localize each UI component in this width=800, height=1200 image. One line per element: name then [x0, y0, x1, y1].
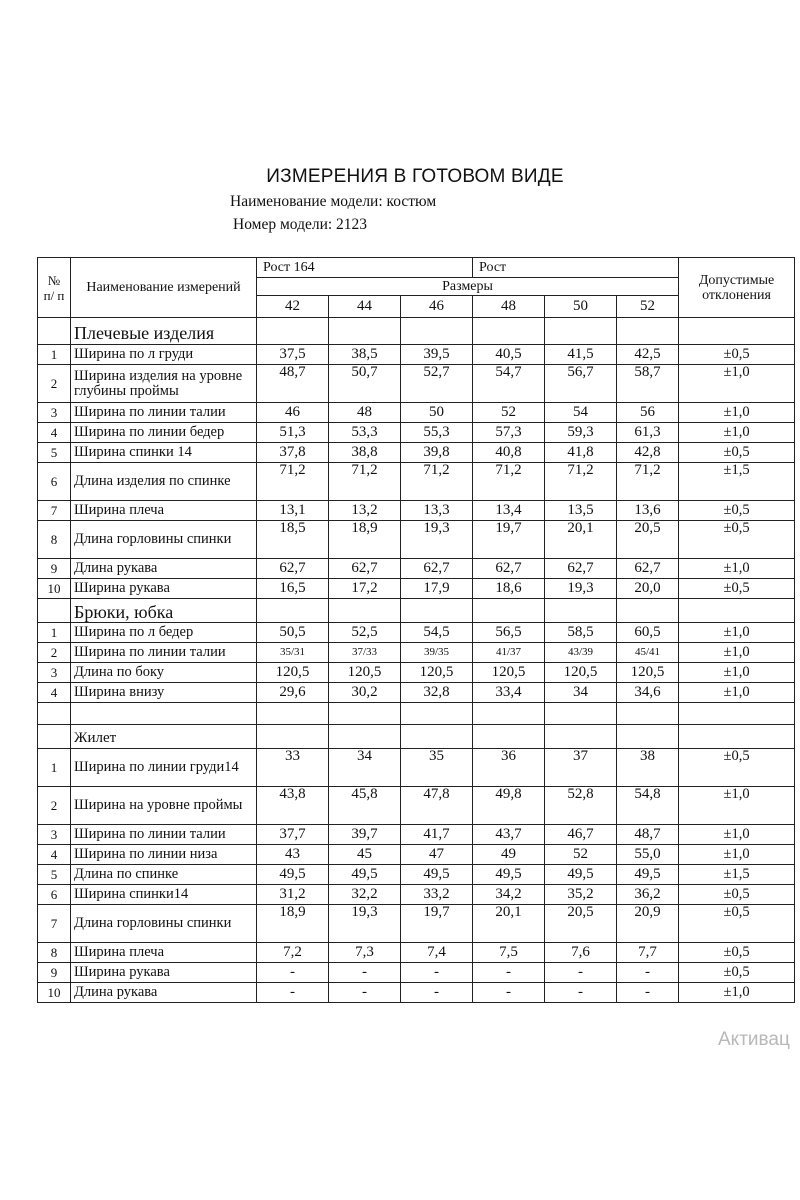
size-value: 49,8 — [473, 787, 545, 825]
size-value: 7,3 — [329, 943, 401, 963]
size-value: - — [473, 983, 545, 1003]
size-header-cell: 50 — [545, 296, 617, 318]
row-number: 3 — [38, 825, 71, 845]
size-value: 36 — [473, 749, 545, 787]
size-value: 37,5 — [257, 345, 329, 365]
measurement-name: Ширина изделия на уровне глубины проймы — [71, 365, 257, 403]
section-empty-cell — [617, 599, 679, 623]
size-value: 42,5 — [617, 345, 679, 365]
row-number: 6 — [38, 463, 71, 501]
section-empty-cell — [473, 725, 545, 749]
table-row — [38, 683, 795, 703]
size-value: 41,7 — [401, 825, 473, 845]
section-row — [38, 599, 795, 623]
size-value: 13,3 — [401, 501, 473, 521]
size-value: 36,2 — [617, 885, 679, 905]
table-row — [38, 825, 795, 845]
size-value: 34,6 — [617, 683, 679, 703]
size-header-cell: 52 — [617, 296, 679, 318]
size-value: 35,2 — [545, 885, 617, 905]
size-value: 19,3 — [401, 521, 473, 559]
table-row — [38, 749, 795, 787]
size-value: 120,5 — [545, 663, 617, 683]
tolerance-value: ±0,5 — [679, 905, 795, 943]
size-value: 40,5 — [473, 345, 545, 365]
row-number: 4 — [38, 845, 71, 865]
measurement-name: Ширина внизу — [71, 683, 257, 703]
section-empty-cell — [473, 318, 545, 345]
section-empty-cell — [257, 318, 329, 345]
header-sizes-label: Размеры — [257, 278, 679, 296]
table-row — [38, 423, 795, 443]
tolerance-value: ±1,0 — [679, 365, 795, 403]
size-value: - — [257, 963, 329, 983]
size-value: 59,3 — [545, 423, 617, 443]
section-row — [38, 725, 795, 749]
header-no: № п/ п — [38, 258, 71, 318]
measurement-name: Ширина по линии талии — [71, 643, 257, 663]
tolerance-value: ±0,5 — [679, 443, 795, 463]
size-value: 52 — [473, 403, 545, 423]
size-value: 31,2 — [257, 885, 329, 905]
size-value: 7,6 — [545, 943, 617, 963]
size-value: 53,3 — [329, 423, 401, 443]
size-value: 54,5 — [401, 623, 473, 643]
table-row — [38, 663, 795, 683]
row-number: 10 — [38, 579, 71, 599]
size-value: 34 — [329, 749, 401, 787]
section-empty-cell — [679, 725, 795, 749]
measurement-name: Ширина плеча — [71, 501, 257, 521]
size-value: 20,1 — [473, 905, 545, 943]
measurement-name: Длина рукава — [71, 559, 257, 579]
size-value: 35 — [401, 749, 473, 787]
tolerance-value: ±1,0 — [679, 423, 795, 443]
size-value: - — [545, 963, 617, 983]
tolerance-value: ±0,5 — [679, 521, 795, 559]
row-number: 2 — [38, 643, 71, 663]
measurement-name: Ширина по л груди — [71, 345, 257, 365]
size-value: 19,3 — [329, 905, 401, 943]
size-value: 47 — [401, 845, 473, 865]
empty-cell — [617, 703, 679, 725]
size-value: 39,5 — [401, 345, 473, 365]
size-header-cell: 48 — [473, 296, 545, 318]
measurement-name: Ширина по линии талии — [71, 403, 257, 423]
measurement-name: Длина изделия по спинке — [71, 463, 257, 501]
page-title: ИЗМЕРЕНИЯ В ГОТОВОМ ВИДЕ — [266, 166, 564, 187]
empty-cell — [545, 703, 617, 725]
size-value: - — [401, 963, 473, 983]
size-value: 55,0 — [617, 845, 679, 865]
model-name-line: Наименование модели: костюм — [230, 193, 437, 210]
size-value: 13,6 — [617, 501, 679, 521]
section-empty-cell — [401, 725, 473, 749]
size-value: 7,5 — [473, 943, 545, 963]
size-value: 20,5 — [617, 521, 679, 559]
model-number-line: Номер модели: 2123 — [233, 216, 368, 233]
size-value: 120,5 — [257, 663, 329, 683]
section-empty-cell — [401, 599, 473, 623]
size-value: 13,1 — [257, 501, 329, 521]
table-row — [38, 403, 795, 423]
empty-row — [38, 703, 795, 725]
size-value: 18,9 — [257, 905, 329, 943]
section-no-cell — [38, 318, 71, 345]
row-number: 2 — [38, 365, 71, 403]
measurement-name: Ширина спинки 14 — [71, 443, 257, 463]
size-value: 38,5 — [329, 345, 401, 365]
measurement-name: Ширина по линии талии — [71, 825, 257, 845]
section-row — [38, 318, 795, 345]
size-value: 56,5 — [473, 623, 545, 643]
table-row — [38, 943, 795, 963]
measurement-name: Длина горловины спинки — [71, 521, 257, 559]
size-value: 33,2 — [401, 885, 473, 905]
section-empty-cell — [329, 318, 401, 345]
section-empty-cell — [257, 599, 329, 623]
size-value: 54,8 — [617, 787, 679, 825]
size-value: 7,4 — [401, 943, 473, 963]
size-value: 7,2 — [257, 943, 329, 963]
empty-cell — [401, 703, 473, 725]
size-value: 7,7 — [617, 943, 679, 963]
size-value: 51,3 — [257, 423, 329, 443]
section-no-cell — [38, 599, 71, 623]
size-value: 120,5 — [473, 663, 545, 683]
size-value: 54,7 — [473, 365, 545, 403]
row-number: 6 — [38, 885, 71, 905]
section-title: Жилет — [71, 725, 257, 749]
size-value: 40,8 — [473, 443, 545, 463]
activation-watermark: Активац — [718, 1029, 790, 1050]
table-row — [38, 463, 795, 501]
size-value: 39,7 — [329, 825, 401, 845]
tolerance-value: ±0,5 — [679, 943, 795, 963]
empty-cell — [329, 703, 401, 725]
size-value: 49 — [473, 845, 545, 865]
measurement-name: Длина по спинке — [71, 865, 257, 885]
table-row — [38, 905, 795, 943]
row-number: 1 — [38, 345, 71, 365]
size-value: 49,5 — [473, 865, 545, 885]
section-empty-cell — [329, 599, 401, 623]
measurement-name: Ширина по линии груди14 — [71, 749, 257, 787]
size-value: 50,7 — [329, 365, 401, 403]
table-row — [38, 983, 795, 1003]
size-value: 120,5 — [401, 663, 473, 683]
tolerance-value: ±1,0 — [679, 683, 795, 703]
size-value: 38 — [617, 749, 679, 787]
table-row — [38, 845, 795, 865]
row-number: 3 — [38, 663, 71, 683]
section-title: Брюки, юбка — [71, 599, 257, 623]
measurement-name: Ширина рукава — [71, 579, 257, 599]
empty-cell — [38, 703, 71, 725]
size-value: 30,2 — [329, 683, 401, 703]
section-title: Плечевые изделия — [71, 318, 257, 345]
size-value: 17,9 — [401, 579, 473, 599]
table-row — [38, 345, 795, 365]
table-row — [38, 579, 795, 599]
size-value: 19,7 — [473, 521, 545, 559]
size-value: 52,5 — [329, 623, 401, 643]
section-empty-cell — [617, 725, 679, 749]
size-value: 39/35 — [401, 643, 473, 663]
row-number: 5 — [38, 865, 71, 885]
size-value: 49,5 — [617, 865, 679, 885]
section-no-cell — [38, 725, 71, 749]
size-value: 71,2 — [257, 463, 329, 501]
table-row — [38, 365, 795, 403]
size-value: - — [617, 983, 679, 1003]
section-empty-cell — [617, 318, 679, 345]
size-value: 47,8 — [401, 787, 473, 825]
table-row — [38, 787, 795, 825]
measurement-name: Ширина по л бедер — [71, 623, 257, 643]
size-value: 20,0 — [617, 579, 679, 599]
size-value: 45 — [329, 845, 401, 865]
size-value: 56 — [617, 403, 679, 423]
size-value: 41,8 — [545, 443, 617, 463]
size-value: 18,5 — [257, 521, 329, 559]
size-value: - — [545, 983, 617, 1003]
size-value: 39,8 — [401, 443, 473, 463]
size-value: 29,6 — [257, 683, 329, 703]
section-empty-cell — [257, 725, 329, 749]
size-value: 62,7 — [257, 559, 329, 579]
measurement-name: Длина горловины спинки — [71, 905, 257, 943]
table-row — [38, 623, 795, 643]
size-value: 120,5 — [329, 663, 401, 683]
size-value: 13,2 — [329, 501, 401, 521]
table-row — [38, 865, 795, 885]
section-empty-cell — [473, 599, 545, 623]
size-value: 18,9 — [329, 521, 401, 559]
header-name: Наименование измерений — [71, 258, 257, 318]
size-value: 60,5 — [617, 623, 679, 643]
row-number: 2 — [38, 787, 71, 825]
size-value: 62,7 — [545, 559, 617, 579]
tolerance-value: ±1,0 — [679, 825, 795, 845]
size-value: 13,4 — [473, 501, 545, 521]
measurement-name: Длина по боку — [71, 663, 257, 683]
tolerance-value: ±1,0 — [679, 403, 795, 423]
size-value: 19,7 — [401, 905, 473, 943]
row-number: 8 — [38, 521, 71, 559]
size-value: 35/31 — [257, 643, 329, 663]
table-row — [38, 521, 795, 559]
size-value: 20,9 — [617, 905, 679, 943]
tolerance-value: ±0,5 — [679, 345, 795, 365]
section-empty-cell — [401, 318, 473, 345]
section-empty-cell — [329, 725, 401, 749]
empty-cell — [473, 703, 545, 725]
row-number: 8 — [38, 943, 71, 963]
row-number: 9 — [38, 559, 71, 579]
size-value: 62,7 — [617, 559, 679, 579]
row-number: 1 — [38, 623, 71, 643]
size-value: 71,2 — [401, 463, 473, 501]
empty-cell — [71, 703, 257, 725]
size-value: 43,7 — [473, 825, 545, 845]
tolerance-value: ±1,0 — [679, 623, 795, 643]
size-value: 49,5 — [401, 865, 473, 885]
size-value: 50,5 — [257, 623, 329, 643]
tolerance-value: ±1,0 — [679, 983, 795, 1003]
size-value: 48,7 — [617, 825, 679, 845]
size-value: 17,2 — [329, 579, 401, 599]
size-value: - — [257, 983, 329, 1003]
size-value: 37,7 — [257, 825, 329, 845]
size-value: 20,1 — [545, 521, 617, 559]
size-value: 32,8 — [401, 683, 473, 703]
size-value: 62,7 — [473, 559, 545, 579]
size-value: 71,2 — [329, 463, 401, 501]
size-value: - — [401, 983, 473, 1003]
size-value: 41,5 — [545, 345, 617, 365]
tolerance-value: ±0,5 — [679, 501, 795, 521]
size-value: 45,8 — [329, 787, 401, 825]
header-tolerance: Допустимые отклонения — [679, 258, 795, 318]
size-value: - — [617, 963, 679, 983]
size-value: 37,8 — [257, 443, 329, 463]
size-value: 71,2 — [473, 463, 545, 501]
tolerance-value: ±1,0 — [679, 845, 795, 865]
tolerance-value: ±1,0 — [679, 787, 795, 825]
measurements-table — [37, 257, 795, 1003]
size-value: 49,5 — [257, 865, 329, 885]
size-value: 52,7 — [401, 365, 473, 403]
size-value: 45/41 — [617, 643, 679, 663]
tolerance-value: ±1,5 — [679, 865, 795, 885]
size-value: 46,7 — [545, 825, 617, 845]
tolerance-value: ±0,5 — [679, 749, 795, 787]
size-value: 46 — [257, 403, 329, 423]
size-value: 58,7 — [617, 365, 679, 403]
section-empty-cell — [545, 599, 617, 623]
table-row — [38, 643, 795, 663]
size-header-cell: 42 — [257, 296, 329, 318]
tolerance-value: ±0,5 — [679, 579, 795, 599]
row-number: 4 — [38, 423, 71, 443]
size-value: 49,5 — [545, 865, 617, 885]
row-number: 1 — [38, 749, 71, 787]
size-value: - — [329, 983, 401, 1003]
section-empty-cell — [545, 318, 617, 345]
size-value: 32,2 — [329, 885, 401, 905]
section-empty-cell — [679, 318, 795, 345]
size-value: 55,3 — [401, 423, 473, 443]
measurement-name: Ширина плеча — [71, 943, 257, 963]
row-number: 7 — [38, 501, 71, 521]
table-row — [38, 501, 795, 521]
size-value: 37/33 — [329, 643, 401, 663]
size-header-cell: 44 — [329, 296, 401, 318]
size-value: 13,5 — [545, 501, 617, 521]
measurement-name: Ширина на уровне проймы — [71, 787, 257, 825]
row-number: 9 — [38, 963, 71, 983]
section-empty-cell — [679, 599, 795, 623]
row-number: 10 — [38, 983, 71, 1003]
size-value: 42,8 — [617, 443, 679, 463]
empty-cell — [257, 703, 329, 725]
size-value: 33 — [257, 749, 329, 787]
tolerance-value: ±0,5 — [679, 963, 795, 983]
size-value: 38,8 — [329, 443, 401, 463]
size-value: 34 — [545, 683, 617, 703]
row-number: 7 — [38, 905, 71, 943]
size-value: 20,5 — [545, 905, 617, 943]
tolerance-value: ±1,0 — [679, 663, 795, 683]
size-value: 49,5 — [329, 865, 401, 885]
table-row — [38, 443, 795, 463]
header-height-1: Рост 164 — [257, 258, 473, 278]
size-value: 61,3 — [617, 423, 679, 443]
size-value: 120,5 — [617, 663, 679, 683]
empty-cell — [679, 703, 795, 725]
size-value: 58,5 — [545, 623, 617, 643]
size-value: 71,2 — [545, 463, 617, 501]
row-number: 3 — [38, 403, 71, 423]
measurement-name: Ширина по линии бедер — [71, 423, 257, 443]
size-value: 57,3 — [473, 423, 545, 443]
size-value: - — [329, 963, 401, 983]
size-value: 56,7 — [545, 365, 617, 403]
size-value: 54 — [545, 403, 617, 423]
header-height-2: Рост — [473, 258, 679, 278]
size-header-cell: 46 — [401, 296, 473, 318]
measurement-name: Длина рукава — [71, 983, 257, 1003]
size-value: 33,4 — [473, 683, 545, 703]
size-value: 71,2 — [617, 463, 679, 501]
tolerance-value: ±1,5 — [679, 463, 795, 501]
tolerance-value: ±1,0 — [679, 559, 795, 579]
size-value: 48,7 — [257, 365, 329, 403]
size-value: 37 — [545, 749, 617, 787]
size-value: 43,8 — [257, 787, 329, 825]
size-value: 19,3 — [545, 579, 617, 599]
row-number: 4 — [38, 683, 71, 703]
size-value: 34,2 — [473, 885, 545, 905]
table-row — [38, 885, 795, 905]
table-row — [38, 559, 795, 579]
size-value: 48 — [329, 403, 401, 423]
tolerance-value: ±0,5 — [679, 885, 795, 905]
size-value: 16,5 — [257, 579, 329, 599]
row-number: 5 — [38, 443, 71, 463]
section-empty-cell — [545, 725, 617, 749]
size-value: 43/39 — [545, 643, 617, 663]
measurement-name: Ширина по линии низа — [71, 845, 257, 865]
size-value: 62,7 — [329, 559, 401, 579]
measurement-name: Ширина спинки14 — [71, 885, 257, 905]
tolerance-value: ±1,0 — [679, 643, 795, 663]
size-value: 18,6 — [473, 579, 545, 599]
size-value: 62,7 — [401, 559, 473, 579]
size-value: 50 — [401, 403, 473, 423]
measurement-name: Ширина рукава — [71, 963, 257, 983]
table-row — [38, 963, 795, 983]
size-value: 41/37 — [473, 643, 545, 663]
size-value: 52 — [545, 845, 617, 865]
size-value: 52,8 — [545, 787, 617, 825]
size-value: 43 — [257, 845, 329, 865]
size-value: - — [473, 963, 545, 983]
